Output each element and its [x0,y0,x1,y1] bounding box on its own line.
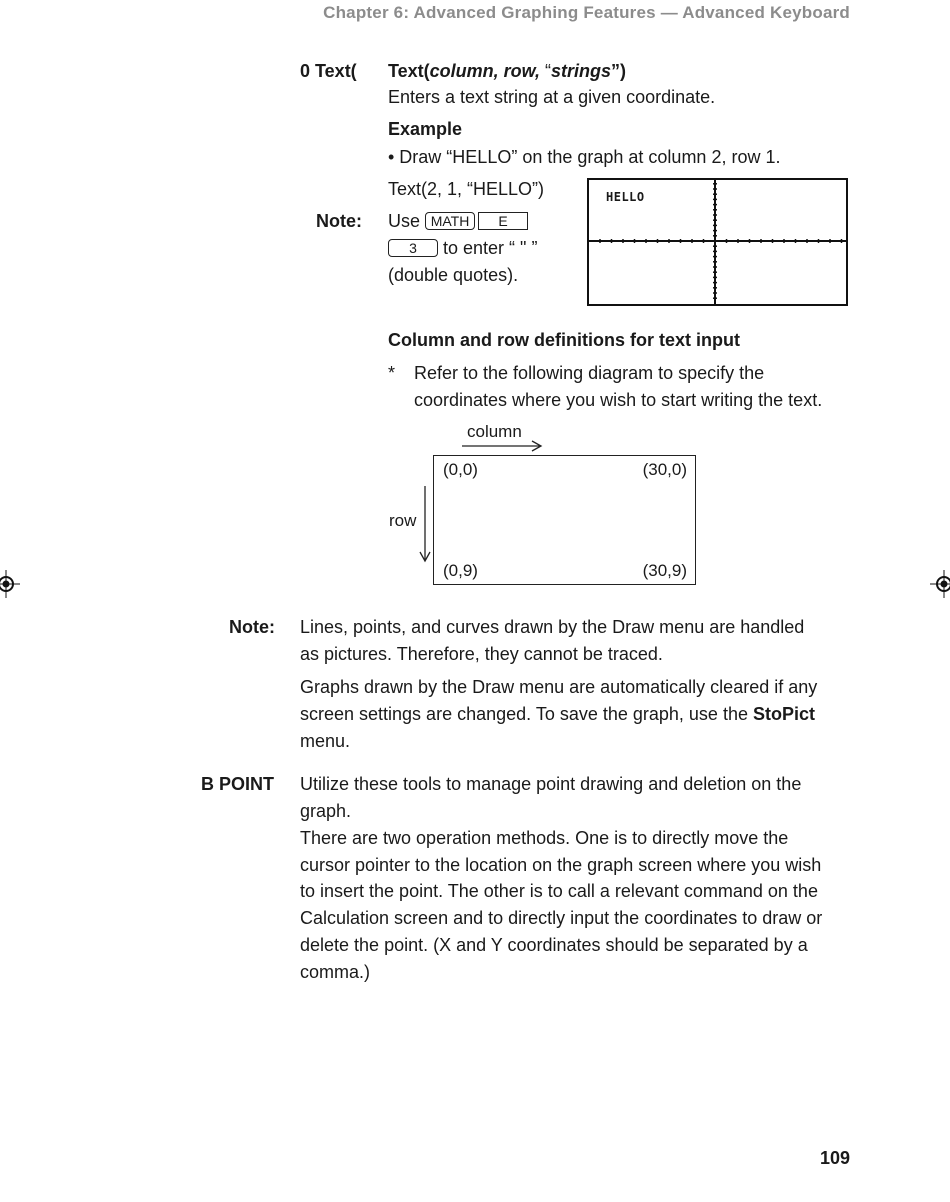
bottom-right-coord: (30,9) [642,561,687,580]
text-command-label: 0 Text( [300,61,357,81]
column-arrow [460,440,550,452]
text-command-description: Enters a text string at a given coordinate. [388,87,716,107]
note-enter-text: to enter “ " ” [443,238,538,258]
point-line-7: delete the point. (X and Y coordinates should be separated by a [300,935,808,955]
column-label: column [467,422,522,441]
note2-p2-line3: menu. [300,731,351,751]
example-heading: Example [388,119,463,139]
screen-hello-text: HELLO [606,190,645,204]
note-use-line [388,208,528,235]
point-line-3: There are two operation methods. One is to directly move the [300,828,789,848]
refer-line-1: Refer to the following diagram to specify the [414,363,765,383]
syntax-strings: strings [551,61,612,81]
point-line-8: comma.) [300,962,371,982]
note-double-quotes: (double quotes). [388,265,519,285]
refer-line-2: coordinates where you wish to start writing the text. [414,390,823,410]
note-use-text: Use [388,211,421,231]
example-bullet: • Draw “HELLO” on the graph at column 2, row 1. [388,147,781,167]
text-command-syntax [388,58,626,85]
stopict-menu-name: StoPict [752,704,815,724]
page-number: 109 [819,1148,850,1168]
note2-p1-line1: Lines, points, and curves drawn by the Draw menu are handled [300,617,805,637]
top-right-coord: (30,0) [642,460,687,479]
registration-mark-right-icon [928,570,950,600]
three-key: 3 [388,239,438,257]
syntax-quote-open: “ [540,61,552,81]
note-enter-line [388,235,537,262]
example-code: Text(2, 1, “HELLO”) [388,179,545,199]
syntax-args: column, row, [429,61,541,81]
row-label: row [389,511,417,530]
e-key: E [478,212,528,230]
registration-mark-left-icon [0,570,22,600]
chapter-header: Chapter 6: Advanced Graphing Features — Advanced Keyboard [323,3,850,22]
coordinate-diagram [433,455,696,585]
point-line-4: cursor pointer to the location on the graph screen where you wish [300,855,822,875]
point-line-1: Utilize these tools to manage point drawing and deletion on the [300,774,802,794]
note2-p2-line2 [300,701,815,728]
column-row-heading: Column and row definitions for text input [388,330,740,350]
note-label: Note: [316,211,362,231]
note2-p2-line1: Graphs drawn by the Draw menu are automatically cleared if any [300,677,818,697]
syntax-prefix: Text( [388,61,430,81]
point-label: B POINT [201,774,275,794]
bottom-left-coord: (0,9) [443,561,478,580]
point-line-2: graph. [300,801,352,821]
asterisk: * [388,363,396,383]
note2-p2-line2-text: screen settings are changed. To save the graph, use the [300,704,753,724]
top-left-coord: (0,0) [443,460,478,479]
row-arrow [418,484,432,566]
point-line-6: Calculation screen and to directly input the coordinates to draw or [300,908,823,928]
math-key: MATH [425,212,475,230]
syntax-close: ”) [611,61,627,81]
point-line-5: to insert the point. The other is to call a relevant command on the [300,881,818,901]
note2-label: Note: [229,617,275,637]
calculator-screen [587,178,848,306]
note2-p1-line2: as pictures. Therefore, they cannot be traced. [300,644,663,664]
